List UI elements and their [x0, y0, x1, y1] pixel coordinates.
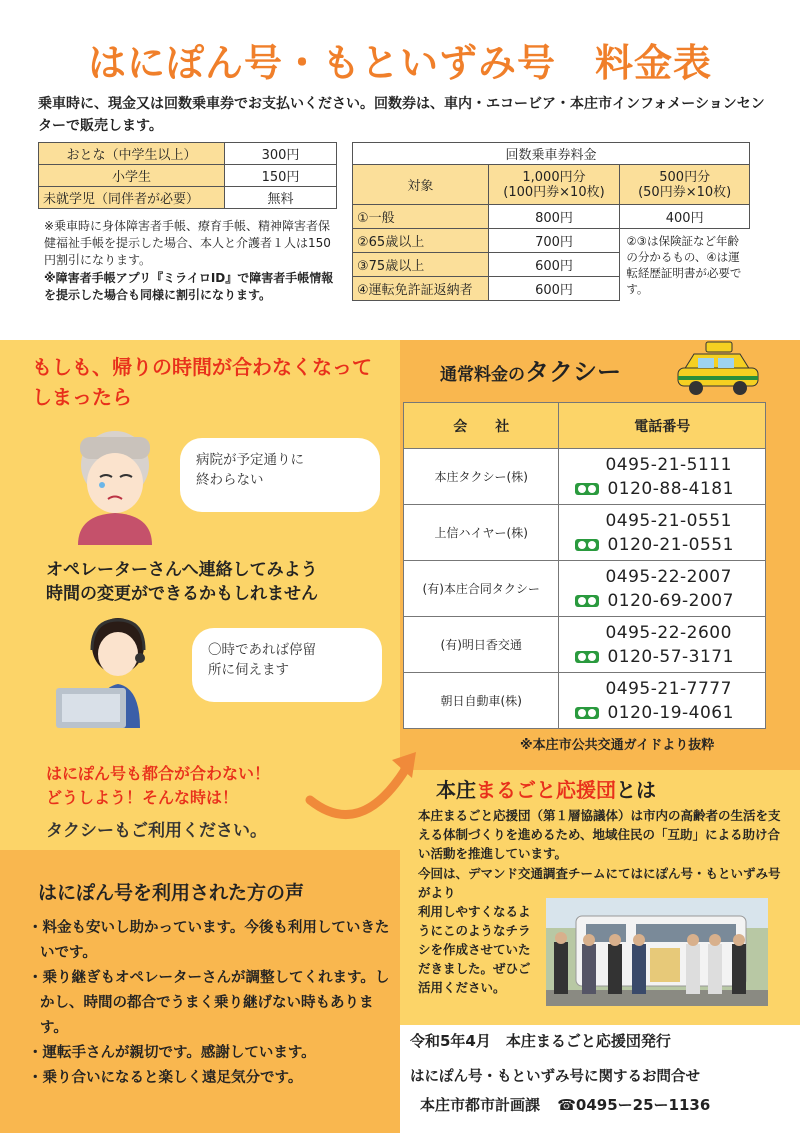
- taxi-phone: 0495-21-5111: [605, 454, 732, 475]
- ohen-heading-b: まるごと応援団: [476, 778, 616, 802]
- taxi-heading: [440, 352, 621, 387]
- freedial-icon: [575, 539, 599, 551]
- taxi-table: [403, 402, 766, 729]
- table-row: [404, 449, 766, 505]
- left-heading: もしも、帰りの時間が合わなくなってしまったら: [32, 355, 372, 409]
- taxi-phone: 0495-22-2007: [605, 566, 732, 587]
- intro-text: 乗車時に、現金又は回数乗車券でお支払いください。回数券は、車内・エコービア・本庄市インフォメーションセンターで販売します。: [38, 96, 765, 134]
- dept-name: 本庄市都市計画課: [420, 1096, 541, 1114]
- freedial-icon: [575, 483, 599, 495]
- coupon-col-target: 対象: [353, 165, 489, 205]
- fare-row: [39, 143, 337, 165]
- taxi-free: 0120-88-4181: [607, 478, 734, 499]
- list-item: ・乗り継ぎもオペレーターさんが調整してくれます。しかし、時間の都合でうまく乗り継げない時もあります。: [28, 970, 390, 1036]
- elderly-woman-illustration: [60, 425, 170, 545]
- footer-dept: [420, 1094, 710, 1115]
- coupon-title: 回数乗車券料金: [353, 143, 750, 165]
- contact-line: はにぽん号・もといずみ号に関するお問合せ: [410, 1069, 700, 1085]
- coupon-target: ③75歳以上: [353, 253, 489, 277]
- taxi-car-icon: [676, 340, 760, 396]
- voices-heading: はにぽん号を利用された方の声: [38, 882, 305, 904]
- taxi-col-phone: 電話番号: [559, 403, 766, 449]
- coupon-price-1000: 800円: [488, 205, 620, 229]
- list-item: ・乗り合いになると楽しく遠足気分です。: [28, 1070, 303, 1086]
- taxi-call-text: タクシーもご利用ください。: [46, 821, 267, 841]
- issue-line: 令和5年4月 本庄まるごと応援団発行: [410, 1032, 671, 1050]
- ohen-body-1: 本庄まるごと応援団（第１層協議体）は市内の高齢者の生活を支える体制づくりを進めるため、地域住民の「互助」による助け合い活動を推進しています。: [418, 808, 781, 861]
- ohen-heading: [436, 774, 656, 803]
- coupon-row: [353, 205, 750, 229]
- coupon-price-1000: 600円: [488, 277, 620, 301]
- coupon-table: [352, 142, 750, 301]
- list-item: ・料金も安いし助かっています。今後も利用していきたいです。: [28, 920, 390, 961]
- freedial-icon: [575, 707, 599, 719]
- taxi-free: 0120-19-4061: [607, 702, 734, 723]
- fare-label: おとな（中学生以上）: [39, 143, 225, 165]
- coupon-col-500: 500円分 (50円券×10枚): [620, 165, 750, 205]
- taxi-phone: 0495-21-0551: [605, 510, 732, 531]
- coupon-price-1000: 600円: [488, 253, 620, 277]
- taxi-company: 上信ハイヤー(株): [404, 505, 559, 561]
- ohen-body-3: 利用しやすくなるようにこのようなチラシを作成させていただきました。ぜひご活用ください。: [418, 904, 531, 995]
- speech-bubble-hospital: 病院が予定通りに 終わらない: [180, 438, 380, 512]
- page-title: はにぽん号・もといずみ号 料金表: [87, 41, 712, 85]
- fare-label: 小学生: [39, 165, 225, 187]
- operator-illustration: [56, 610, 176, 728]
- taxi-free: 0120-69-2007: [607, 590, 734, 611]
- freedial-icon: [575, 595, 599, 607]
- fare-price: 300円: [225, 143, 337, 165]
- coupon-target: ①一般: [353, 205, 489, 229]
- ohen-body-2: 今回は、デマンド交通調査チームにてはにぽん号・もといずみ号がより: [418, 866, 781, 900]
- fare-row: [39, 165, 337, 187]
- coupon-row: [353, 229, 750, 253]
- alert-line-1: はにぽん号も都合が合わない！: [46, 764, 271, 783]
- taxi-heading-main: タクシー: [525, 358, 621, 386]
- alert-line-2: どうしよう！そんな時は！: [46, 788, 239, 807]
- taxi-heading-pre: 通常料金の: [440, 365, 525, 385]
- taxi-company: 朝日自動車(株): [404, 673, 559, 729]
- ohen-heading-c: とは: [616, 778, 656, 802]
- taxi-free: 0120-57-3171: [607, 646, 734, 667]
- taxi-company: 本庄タクシー(株): [404, 449, 559, 505]
- operator-line-1: オペレーターさんへ連絡してみよう: [46, 560, 318, 580]
- coupon-col-1000: 1,000円分 (100円券×10枚): [488, 165, 620, 205]
- taxi-free: 0120-21-0551: [607, 534, 734, 555]
- fare-note-1: ※乗車時に身体障害者手帳、療育手帳、精神障害者保健福祉手帳を提示した場合、本人と介護者１人は150円割引になります。: [44, 219, 331, 267]
- fare-table: [38, 142, 337, 209]
- coupon-target: ②65歳以上: [353, 229, 489, 253]
- dept-tel: ☎0495ー25ー1136: [557, 1096, 711, 1114]
- table-row: [404, 505, 766, 561]
- coupon-price-500: 400円: [620, 205, 750, 229]
- table-row: [404, 561, 766, 617]
- fare-price: 150円: [225, 165, 337, 187]
- voices-list: [20, 916, 390, 1091]
- speech-bubble-operator: 〇時であれば停留 所に伺えます: [192, 628, 382, 702]
- coupon-target: ④運転免許証返納者: [353, 277, 489, 301]
- freedial-icon: [575, 651, 599, 663]
- table-row: [404, 617, 766, 673]
- taxi-phone: 0495-22-2600: [605, 622, 732, 643]
- coupon-price-1000: 700円: [488, 229, 620, 253]
- taxi-source-note: ※本庄市公共交通ガイドより抜粋: [520, 738, 715, 753]
- table-row: [404, 673, 766, 729]
- group-photo: [546, 898, 768, 1006]
- ohen-heading-a: 本庄: [436, 778, 476, 802]
- fare-label: 未就学児（同伴者が必要）: [39, 187, 225, 209]
- taxi-company: (有)本庄合同タクシー: [404, 561, 559, 617]
- fare-price: 無料: [225, 187, 337, 209]
- taxi-company: (有)明日香交通: [404, 617, 559, 673]
- list-item: ・運転手さんが親切です。感謝しています。: [28, 1045, 316, 1061]
- taxi-phone: 0495-21-7777: [605, 678, 732, 699]
- fare-note-2: ※障害者手帳アプリ『ミライロID』で障害者手帳情報を提示した場合も同様に割引になります。: [44, 271, 334, 302]
- coupon-note: ②③は保険証など年齢の分かるもの、④は運転経歴証明書が必要です。: [620, 229, 750, 301]
- operator-line-2: 時間の変更ができるかもしれません: [46, 584, 318, 604]
- fare-row: [39, 187, 337, 209]
- curved-arrow-icon: [300, 740, 430, 830]
- taxi-col-company: 会 社: [404, 403, 559, 449]
